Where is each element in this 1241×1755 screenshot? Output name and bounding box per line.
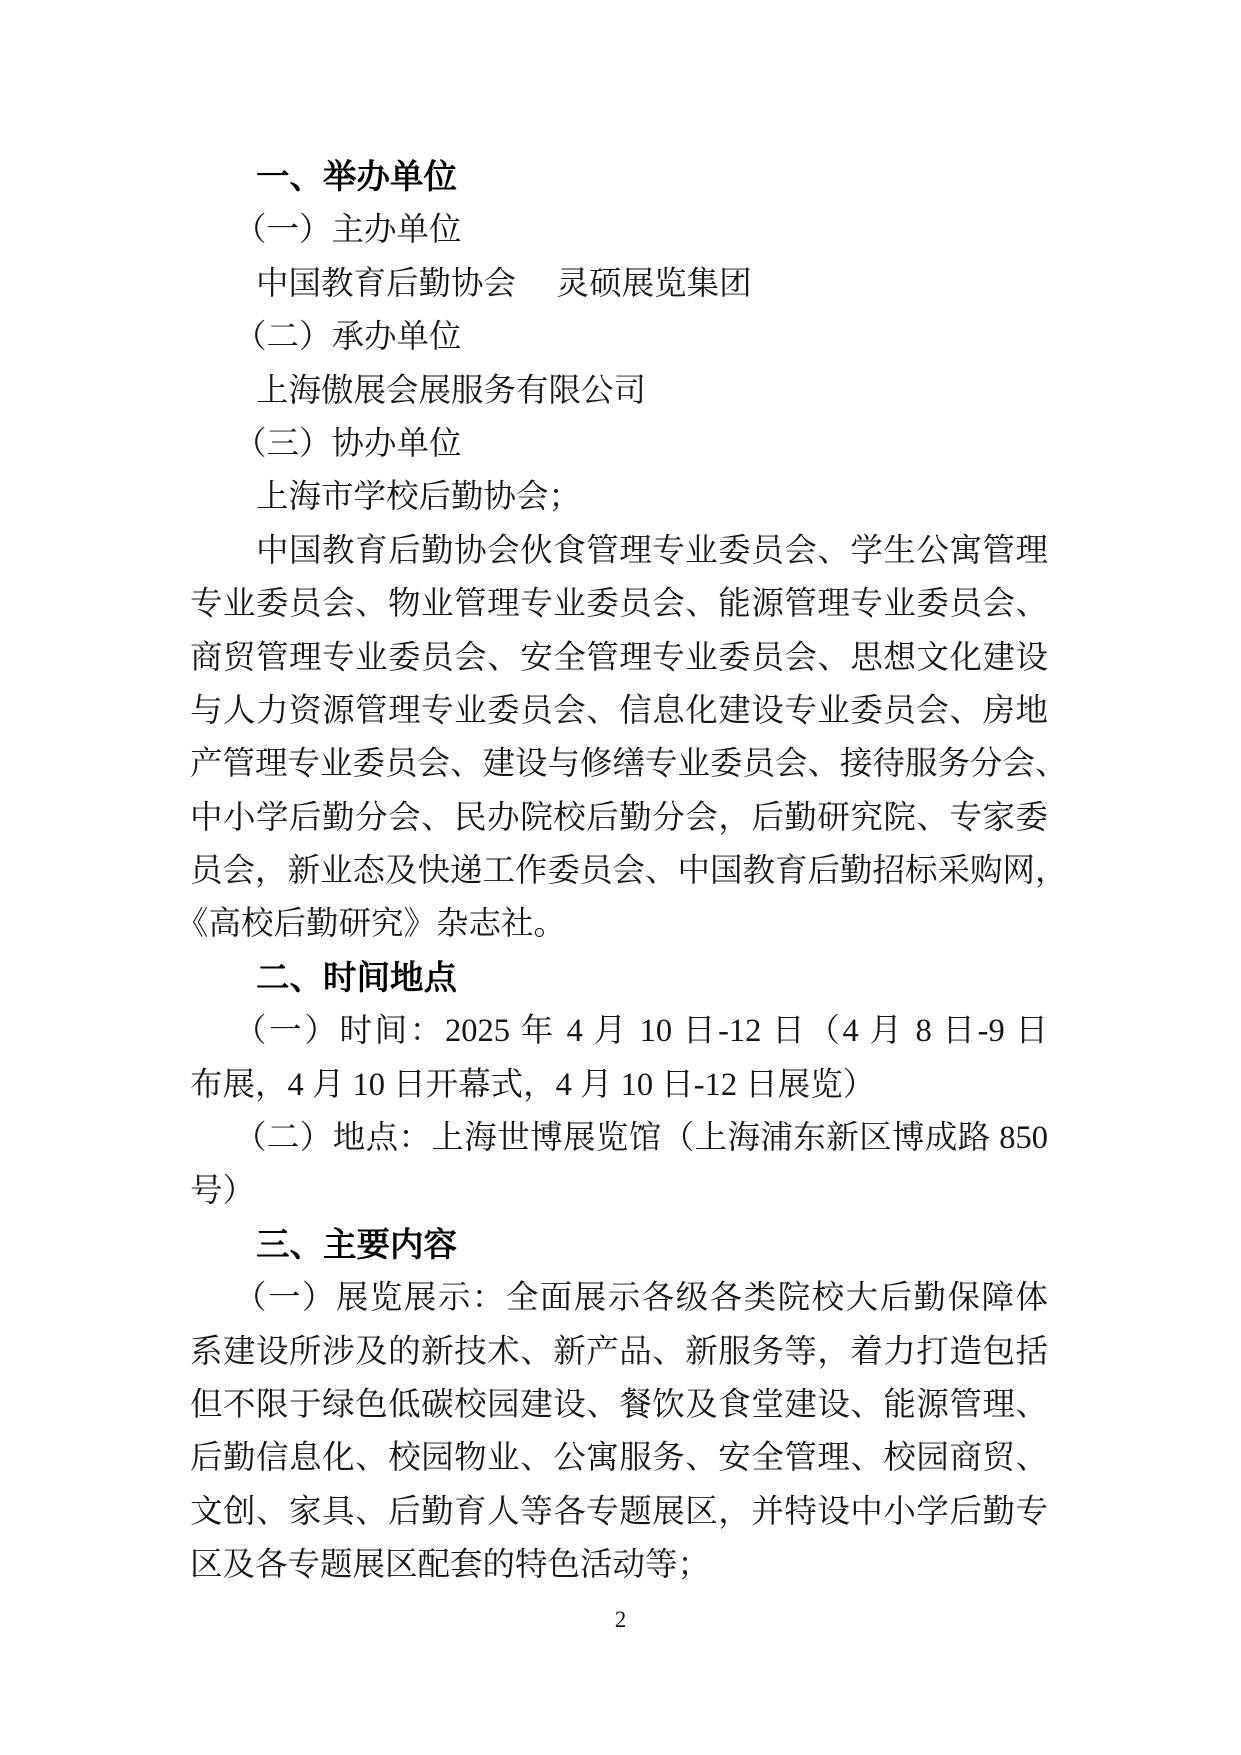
text-line: 专业委员会、物业管理专业委员会、能源管理专业委员会、 xyxy=(190,586,1048,623)
text-line: 员会，新业态及快递工作委员会、中国教育后勤招标采购网， xyxy=(190,853,1068,890)
text-line: 但不限于绿色低碳校园建设、餐饮及食堂建设、能源管理、 xyxy=(190,1386,1048,1423)
text-line: 与人力资源管理专业委员会、信息化建设专业委员会、房地 xyxy=(190,692,1048,729)
text-line: 中国教育后勤协会伙食管理专业委员会、学生公寓管理 xyxy=(256,532,1048,569)
section-heading: 三、主要内容 xyxy=(256,1226,457,1264)
page-number: 2 xyxy=(614,1607,627,1632)
section-heading: 二、时间地点 xyxy=(256,959,457,997)
text-line: 中国教育后勤协会 灵硕展览集团 xyxy=(256,265,752,302)
text-line: 文创、家具、后勤育人等各专题展区，并特设中小学后勤专 xyxy=(190,1493,1048,1530)
text-line: （一）主办单位 xyxy=(234,212,462,249)
text-line: 产管理专业委员会、建设与修缮专业委员会、接待服务分会、 xyxy=(190,746,1068,783)
text-line: （三）协办单位 xyxy=(234,425,462,462)
text-line: （二）承办单位 xyxy=(234,319,462,356)
text-line: 系建设所涉及的新技术、新产品、新服务等，着力打造包括 xyxy=(190,1333,1048,1370)
text-line: 中小学后勤分会、民办院校后勤分会，后勤研究院、专家委 xyxy=(190,799,1048,836)
text-line: 《高校后勤研究》杂志社。 xyxy=(176,906,567,943)
text-line: 区及各专题展区配套的特色活动等； xyxy=(190,1547,711,1584)
text-line: 后勤信息化、校园物业、公寓服务、安全管理、校园商贸、 xyxy=(190,1440,1048,1477)
text-line: 上海傲展会展服务有限公司 xyxy=(256,372,647,409)
document-body xyxy=(176,151,1068,1593)
text-line: 上海市学校后勤协会； xyxy=(256,479,582,516)
section-heading: 一、举办单位 xyxy=(256,159,457,196)
text-line: （一）时间：2025 年 4 月 10 日-12 日（4 月 8 日-9 日 xyxy=(234,1013,1048,1050)
text-line: 布展，4 月 10 日开幕式，4 月 10 日-12 日展览） xyxy=(190,1066,876,1103)
text-line: （二）地点：上海世博展览馆（上海浦东新区博成路 850 xyxy=(234,1120,1048,1157)
text-line: （一）展览展示：全面展示各级各类院校大后勤保障体 xyxy=(234,1280,1048,1317)
text-line: 商贸管理专业委员会、安全管理专业委员会、思想文化建设 xyxy=(190,639,1048,676)
text-line: 号） xyxy=(190,1173,256,1210)
